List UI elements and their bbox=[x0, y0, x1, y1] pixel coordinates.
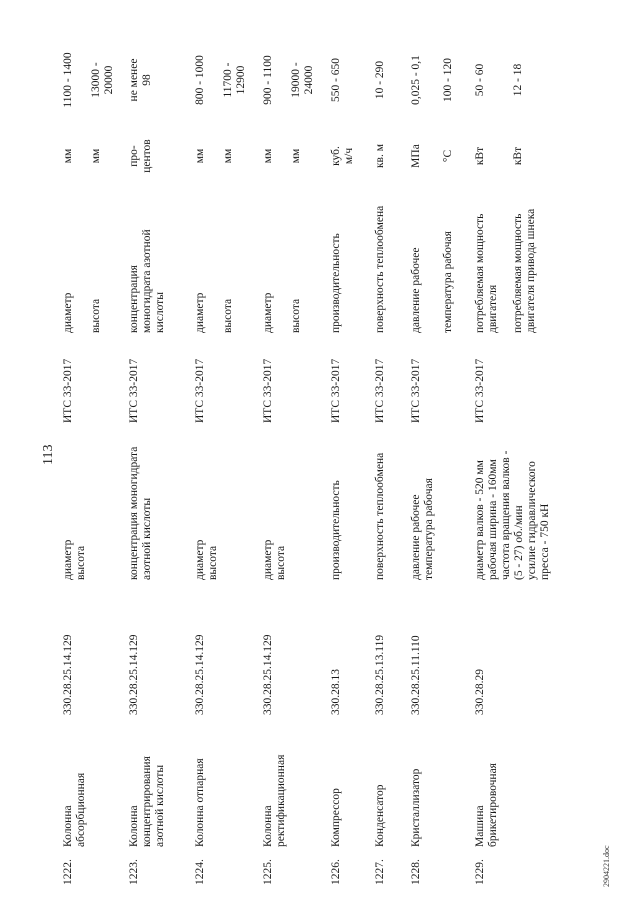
its-reference: ИТС 33-2017 bbox=[262, 358, 274, 423]
its-reference: ИТС 33-2017 bbox=[374, 358, 386, 423]
technical-characteristic-line: пресса - 750 кН bbox=[539, 503, 551, 580]
parameter-name-line: высота bbox=[222, 298, 234, 333]
parameter-unit-line: про- bbox=[128, 145, 140, 167]
parameter-value bbox=[262, 40, 275, 120]
equipment-name-line: Колонна отпарная bbox=[194, 758, 206, 847]
parameter-value-line: 0,025 - 0,1 bbox=[410, 55, 422, 105]
equipment-name-line: концентрирования bbox=[141, 756, 153, 847]
row-number: 1227. bbox=[374, 859, 386, 885]
parameter-unit-line: м/ч bbox=[343, 147, 355, 165]
parameter-unit bbox=[290, 132, 303, 180]
parameter-unit-line: куб. bbox=[330, 146, 342, 166]
row-number: 1222. bbox=[62, 859, 74, 885]
parameter-unit bbox=[222, 132, 235, 180]
parameter-value-line: 550 - 650 bbox=[330, 57, 342, 103]
row-number: 1228. bbox=[410, 859, 422, 885]
equipment-name-line: Компрессор bbox=[330, 788, 342, 847]
technical-characteristic-line: концентрация моногидрата bbox=[128, 446, 140, 580]
technical-characteristics bbox=[262, 430, 288, 580]
parameter-unit-line: °С bbox=[442, 149, 454, 163]
parameter-value bbox=[330, 40, 343, 120]
its-reference: ИТС 33-2017 bbox=[194, 358, 206, 423]
parameter-unit-line: мм bbox=[194, 148, 206, 164]
parameter-unit bbox=[474, 132, 487, 180]
parameter-unit bbox=[330, 132, 356, 180]
parameter-unit-line: мм bbox=[222, 148, 234, 164]
parameter-name-line: концентрация bbox=[128, 265, 140, 333]
parameter-value-line: 100 - 120 bbox=[442, 57, 454, 103]
equipment-name bbox=[194, 717, 207, 847]
parameter-unit-line: мм bbox=[62, 148, 74, 164]
parameter-unit-line: кВт bbox=[474, 146, 486, 166]
parameter-value-line: 800 - 1000 bbox=[194, 55, 206, 105]
okpd-code: 330.28.25.11.110 bbox=[410, 635, 422, 715]
equipment-name bbox=[62, 717, 88, 847]
parameter-unit-line: мм bbox=[262, 148, 274, 164]
its-reference: ИТС 33-2017 bbox=[410, 358, 422, 423]
equipment-name-line: брикетировочная bbox=[487, 763, 499, 847]
technical-characteristics bbox=[62, 430, 88, 580]
parameter-value bbox=[410, 40, 423, 120]
parameter-name bbox=[474, 188, 500, 333]
parameter-name bbox=[512, 188, 538, 333]
parameter-name bbox=[262, 188, 275, 333]
parameter-unit bbox=[374, 132, 387, 180]
technical-characteristic-line: диаметр bbox=[194, 539, 206, 580]
parameter-name-line: моногидрата азотной bbox=[141, 229, 153, 333]
parameter-name-line: двигателя bbox=[487, 284, 499, 333]
equipment-name bbox=[262, 717, 288, 847]
parameter-name bbox=[290, 188, 303, 333]
equipment-name-line: абсорбционная bbox=[75, 772, 87, 847]
equipment-name-line: азотной кислоты bbox=[154, 764, 166, 847]
equipment-name-line: Колонна bbox=[262, 805, 274, 847]
parameter-value bbox=[512, 40, 525, 120]
parameter-name-line: потребляемая мощность bbox=[512, 213, 524, 333]
parameter-name-line: высота bbox=[90, 298, 102, 333]
parameter-name-line: производительность bbox=[330, 233, 342, 333]
equipment-name-line: ректификационная bbox=[275, 754, 287, 847]
okpd-code: 330.28.25.14.129 bbox=[262, 634, 274, 715]
technical-characteristic-line: высота bbox=[207, 545, 219, 580]
parameter-unit-line: МПа bbox=[410, 144, 422, 168]
parameter-value-line: 11700 - bbox=[222, 62, 234, 98]
technical-characteristic-line: частота вращения валков - bbox=[500, 450, 512, 580]
parameter-value-line: 13000 - bbox=[90, 62, 102, 98]
its-reference: ИТС 33-2017 bbox=[474, 358, 486, 423]
parameter-value-line: 12900 bbox=[235, 65, 247, 95]
equipment-name-line: Кристаллизатор bbox=[410, 768, 422, 847]
row-number: 1229. bbox=[474, 859, 486, 885]
parameter-value-line: 20000 bbox=[103, 65, 115, 95]
technical-characteristic-line: диаметр валков - 520 мм bbox=[474, 460, 486, 580]
okpd-code: 330.28.25.13.119 bbox=[374, 634, 386, 715]
equipment-name-line: Машина bbox=[474, 805, 486, 847]
okpd-code: 330.28.13 bbox=[330, 669, 342, 715]
parameter-unit bbox=[262, 132, 275, 180]
parameter-name bbox=[62, 188, 75, 333]
equipment-name bbox=[410, 717, 423, 847]
okpd-code: 330.28.25.14.129 bbox=[128, 634, 140, 715]
technical-characteristic-line: усилие гидравлического bbox=[526, 461, 538, 580]
equipment-name bbox=[374, 717, 387, 847]
its-reference: ИТС 33-2017 bbox=[128, 358, 140, 423]
parameter-value-line: 1100 - 1400 bbox=[62, 52, 74, 108]
okpd-code: 330.28.29 bbox=[474, 669, 486, 715]
row-number: 1225. bbox=[262, 859, 274, 885]
parameter-name bbox=[442, 188, 455, 333]
parameter-name-line: поверхность теплообмена bbox=[374, 205, 386, 333]
parameter-name-line: кислоты bbox=[154, 292, 166, 333]
parameter-value bbox=[222, 40, 248, 120]
technical-characteristic-line: диаметр bbox=[62, 539, 74, 580]
parameter-value-line: 10 - 290 bbox=[374, 60, 386, 100]
its-reference: ИТС 33-2017 bbox=[62, 358, 74, 423]
parameter-unit bbox=[194, 132, 207, 180]
parameter-name bbox=[410, 188, 423, 333]
okpd-code: 330.28.25.14.129 bbox=[62, 634, 74, 715]
parameter-value bbox=[62, 40, 75, 120]
parameter-unit-line: мм bbox=[90, 148, 102, 164]
equipment-name-line: Колонна bbox=[62, 805, 74, 847]
parameter-name-line: высота bbox=[290, 298, 302, 333]
parameter-name bbox=[222, 188, 235, 333]
footer-filename: 2904221.doc bbox=[602, 845, 611, 887]
technical-characteristics bbox=[474, 430, 552, 580]
parameter-name-line: температура рабочая bbox=[442, 231, 454, 333]
parameter-value bbox=[474, 40, 487, 120]
parameter-name-line: двигателя привода шнека bbox=[525, 208, 537, 333]
parameter-name bbox=[128, 188, 167, 333]
parameter-value bbox=[90, 40, 116, 120]
row-number: 1224. bbox=[194, 859, 206, 885]
parameter-name-line: потребляемая мощность bbox=[474, 213, 486, 333]
equipment-name bbox=[330, 717, 343, 847]
parameter-unit bbox=[442, 132, 455, 180]
parameter-value bbox=[442, 40, 455, 120]
page-number: 113 bbox=[41, 444, 56, 465]
parameter-name bbox=[194, 188, 207, 333]
parameter-value bbox=[194, 40, 207, 120]
equipment-name-line: Колонна bbox=[128, 805, 140, 847]
technical-characteristic-line: высота bbox=[275, 545, 287, 580]
parameter-value-line: 24000 bbox=[303, 65, 315, 95]
technical-characteristics bbox=[194, 430, 220, 580]
parameter-value-line: 98 bbox=[141, 74, 153, 86]
parameter-unit bbox=[128, 132, 154, 180]
parameter-value-line: 19000 - bbox=[290, 62, 302, 98]
equipment-name bbox=[474, 717, 500, 847]
parameter-unit bbox=[90, 132, 103, 180]
parameter-value-line: 12 - 18 bbox=[512, 63, 524, 97]
technical-characteristics bbox=[374, 430, 387, 580]
parameter-name-line: диаметр bbox=[194, 292, 206, 333]
parameter-name-line: диаметр bbox=[62, 292, 74, 333]
okpd-code: 330.28.25.14.129 bbox=[194, 634, 206, 715]
parameter-unit-line: мм bbox=[290, 148, 302, 164]
technical-characteristic-line: (5 - 27) об./мин bbox=[513, 505, 525, 580]
parameter-value-line: 50 - 60 bbox=[474, 63, 486, 97]
technical-characteristic-line: азотной кислоты bbox=[141, 497, 153, 580]
parameter-value bbox=[128, 40, 154, 120]
equipment-name-line: Конденсатор bbox=[374, 784, 386, 847]
parameter-unit-line: центов bbox=[141, 139, 153, 173]
parameter-value bbox=[290, 40, 316, 120]
parameter-unit bbox=[62, 132, 75, 180]
parameter-unit bbox=[512, 132, 525, 180]
parameter-name bbox=[90, 188, 103, 333]
technical-characteristics bbox=[410, 430, 436, 580]
technical-characteristic-line: производительность bbox=[330, 480, 342, 580]
parameter-name-line: диаметр bbox=[262, 292, 274, 333]
parameter-name bbox=[330, 188, 343, 333]
technical-characteristic-line: поверхность теплообмена bbox=[374, 452, 386, 580]
technical-characteristic-line: диаметр bbox=[262, 539, 274, 580]
its-reference: ИТС 33-2017 bbox=[330, 358, 342, 423]
equipment-name bbox=[128, 717, 167, 847]
technical-characteristic-line: температура рабочая bbox=[423, 478, 435, 580]
technical-characteristics bbox=[128, 430, 154, 580]
row-number: 1223. bbox=[128, 859, 140, 885]
technical-characteristic-line: давление рабочее bbox=[410, 494, 422, 580]
row-number: 1226. bbox=[330, 859, 342, 885]
parameter-unit-line: кв. м bbox=[374, 143, 386, 169]
technical-characteristic-line: рабочая ширина - 160мм bbox=[487, 459, 499, 580]
parameter-name-line: давление рабочее bbox=[410, 247, 422, 333]
parameter-unit bbox=[410, 132, 423, 180]
technical-characteristic-line: высота bbox=[75, 545, 87, 580]
parameter-name bbox=[374, 188, 387, 333]
parameter-value-line: 900 - 1100 bbox=[262, 55, 274, 105]
parameter-unit-line: кВт bbox=[512, 146, 524, 166]
technical-characteristics bbox=[330, 430, 343, 580]
parameter-value bbox=[374, 40, 387, 120]
parameter-value-line: не менее bbox=[128, 58, 140, 102]
